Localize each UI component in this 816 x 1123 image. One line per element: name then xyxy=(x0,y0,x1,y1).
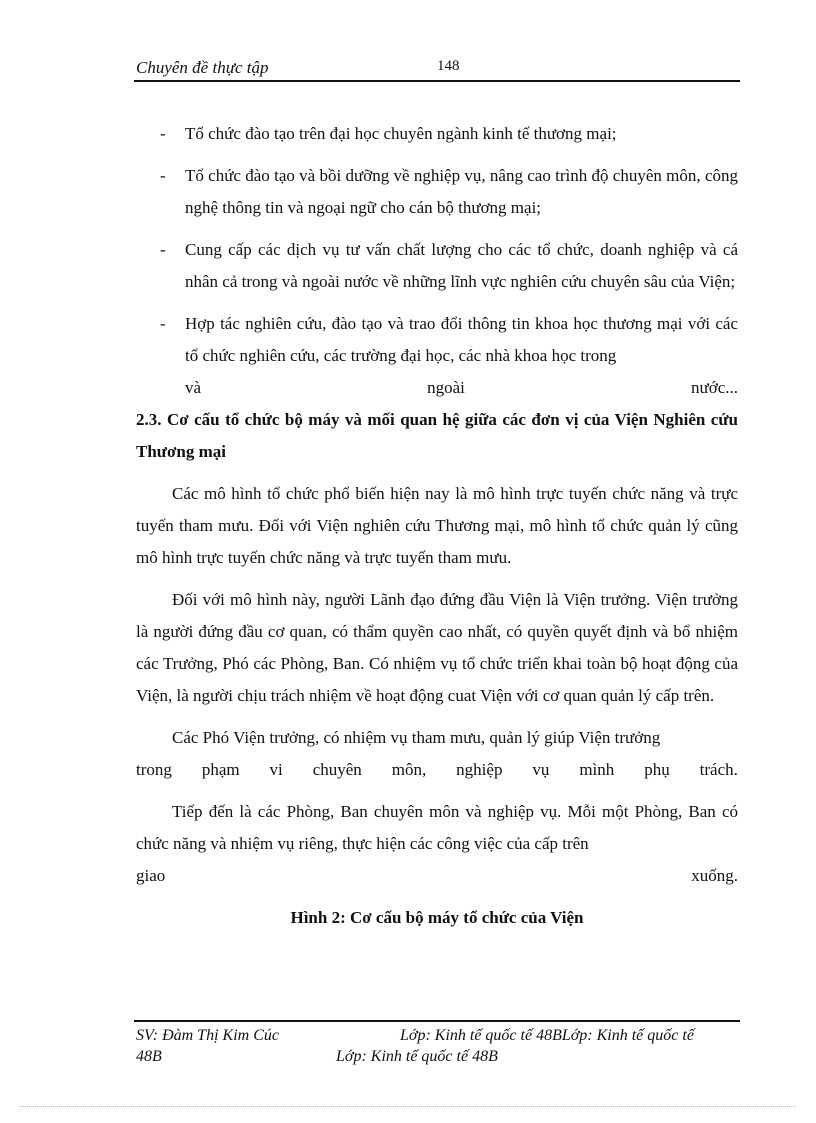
word: phụ xyxy=(644,760,670,779)
word: và xyxy=(185,378,202,397)
dotted-border xyxy=(20,1106,796,1107)
word: nước... xyxy=(690,378,738,397)
footer-line2-left: 48B xyxy=(136,1048,162,1065)
justified-line xyxy=(136,754,738,786)
page-number: 148 xyxy=(437,58,460,74)
bullet-dash: - xyxy=(160,314,166,333)
bullet-item xyxy=(136,160,738,224)
footer-student: SV: Đàm Thị Kim Cúc xyxy=(136,1027,279,1044)
word: xuống. xyxy=(691,866,738,885)
word: nghiệp xyxy=(456,760,503,779)
header-title: Chuyên đề thực tập xyxy=(136,58,269,77)
bullet-text: Tổ chức đào tạo và bồi dưỡng về nghiệp vụ, nâng cao trình độ chuyên môn, công nghệ thông tin và ngoại ngữ cho cán bộ thương mại; xyxy=(185,166,738,217)
figure-caption: Hình 2: Cơ cấu bộ máy tổ chức của Viện xyxy=(290,908,584,927)
bullet-text: Tổ chức đào tạo trên đại học chuyên ngành kinh tế thương mại; xyxy=(185,124,617,143)
word: môn, xyxy=(391,760,427,779)
word: vi xyxy=(269,760,283,779)
bullet-tail-line xyxy=(185,372,738,404)
header-rule xyxy=(134,80,740,82)
word: chuyên xyxy=(312,760,362,779)
bullet-dash: - xyxy=(160,124,166,143)
footer-class-2: Lớp: Kinh tế quốc tế 48B xyxy=(336,1048,498,1065)
footer-rule xyxy=(134,1020,740,1022)
section-heading: 2.3. Cơ cấu tổ chức bộ máy và mối quan hệ giữa các đơn vị của Viện Nghiên cứu Thương mại xyxy=(136,410,738,461)
word: trách. xyxy=(699,760,738,779)
bullet-item xyxy=(136,118,738,150)
bullet-item xyxy=(136,234,738,298)
word: mình xyxy=(579,760,615,779)
bullet-dash: - xyxy=(160,166,166,185)
paragraph: Các Phó Viện trưởng, có nhiệm vụ tham mưu, quản lý giúp Viện trưởng xyxy=(172,728,661,747)
paragraph: Các mô hình tổ chức phổ biến hiện nay là mô hình trực tuyến chức năng và trực tuyến tham mưu. Đối với Viện nghiên cứu Thương mại, mô hình tổ chức quản lý cũng mô hình trực tuyến chức năng và trực tuyến tham mưu. xyxy=(136,484,738,567)
footer-class-1: Lớp: Kinh tế quốc tế 48BLớp: Kinh tế quốc tế xyxy=(400,1027,694,1044)
word: vụ xyxy=(532,760,550,779)
justified-line xyxy=(136,860,738,892)
paragraph: Tiếp đến là các Phòng, Ban chuyên môn và nghiệp vụ. Mỗi một Phòng, Ban có chức năng và nhiệm vụ riêng, thực hiện các công việc của cấp trên xyxy=(136,802,738,853)
word: trong xyxy=(136,760,172,779)
paragraph: Đối với mô hình này, người Lãnh đạo đứng đầu Viện là Viện trưởng. Viện trưởng là người đứng đầu cơ quan, có thẩm quyền cao nhất, có quyền quyết định và bổ nhiệm các Trưởng, Phó các Phòng, Ban. Có nhiệm vụ tổ chức triển khai toàn bộ hoạt động của Viện, là người chịu trách nhiệm về hoạt động cuat Viện với cơ quan quản lý cấp trên. xyxy=(136,590,738,705)
bullet-text: Cung cấp các dịch vụ tư vấn chất lượng cho các tổ chức, doanh nghiệp và cá nhân cả trong và ngoài nước về những lĩnh vực nghiên cứu chuyên sâu của Viện; xyxy=(185,240,738,291)
bullet-dash: - xyxy=(160,240,166,259)
document-body xyxy=(136,118,738,934)
bullet-text: Hợp tác nghiên cứu, đào tạo và trao đổi thông tin khoa học thương mại với các tổ chức nghiên cứu, các trường đại học, các nhà khoa học trong xyxy=(185,314,738,365)
bullet-item xyxy=(136,308,738,404)
word: phạm xyxy=(201,760,240,779)
word: ngoài xyxy=(427,378,465,397)
word: giao xyxy=(136,866,166,885)
